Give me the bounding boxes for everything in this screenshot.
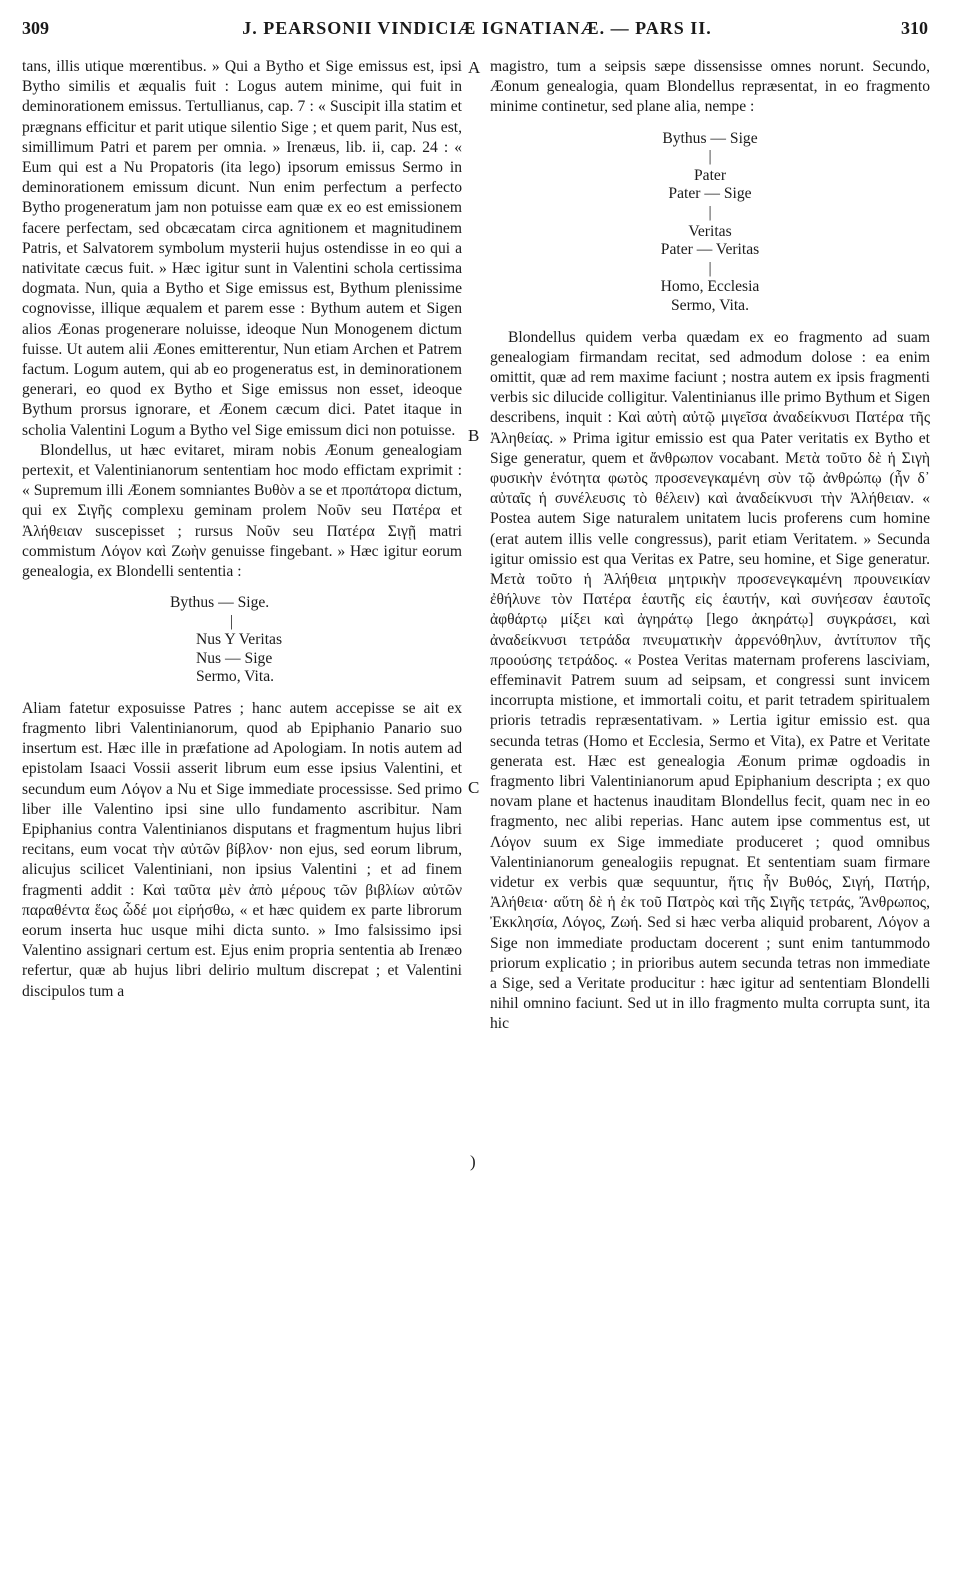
genealogy-line: Nus Y Veritas — [196, 631, 283, 649]
genealogy-connector: | — [708, 259, 712, 277]
right-paragraph-1: magistro, tum a seipsis sæpe dissensisse omnes norunt. Secundo, Æonum genealogia, quam Blondellus repræsentat, in eo fragmento minime continetur, sed plane alia, nempe : — [490, 58, 930, 116]
genealogy-connector: | — [708, 148, 712, 166]
genealogy-line: Bythus — Sige — [662, 129, 758, 147]
left-column — [22, 57, 462, 1002]
right-column — [490, 57, 930, 1035]
genealogy-line: Pater — Veritas — [660, 241, 760, 259]
genealogy-line: Sermo, Vita. — [196, 668, 275, 686]
genealogy-line: Pater — [693, 166, 727, 184]
right-paragraph-2: Blondellus quidem verba quædam ex eo fragmento ad suam genealogiam firmandam recitat, sed admodum dolose : ea enim omittit, quæ ad rem maxime faciunt ; nostra autem ex ipsis fragmenti verbis sic dilucide colligitur. Valentinianus ille primo Bythum et Sigen describens, inquit : Καὶ αὐτὴ αὐτῷ μιγεῖσα ἀναδείκνυσι Πατέρα τῆς Ἀληθείας. » Prima igitur emissio est qua Pater veritatis ex Bytho et Sige generatur, quem et ἄνθρωπον vocabant. Μετὰ τοῦτο δὲ ἡ Σιγὴ φυσικὴν ἑνότητα φωτὸς προσενεγκαμένη σὺν τῷ ἀνθρώπῳ (ἦν δ᾽ αὐταῖς ἡ συνέλευσις τὸ θέλειν) καὶ ἀναδείκνυσι τὴν Ἀλήθειαν. « Postea autem Sige naturalem unitatem lucis proferens cum homine (erat autem illis velle congressus), parit etiam Veritatem. » Secunda igitur omissio est qua Veritas ex Patre, seu homine, et Sige generatur. Μετὰ τοῦτο ἡ Ἀλήθεια μητρικὴν προσενεγκαμένη προυνεικίαν ἐθήλυνε τὸν Πατέρα ἑαυτῆς εἰς ἑαυτήν, καὶ συνήεσαν ἑαυτοῖς ἀφθάρτῳ μίξει καὶ ἀγηράτῳ [lego ἀκηράτῳ] συγκράσει, καὶ ἀναδείκνυσι τετράδα πνευματικὴν ἀρρενόθηλυν, ἀντίτυπον τῆς προούσης τετράδος. « Postea Veritas maternam proferens lasciviam, effeminavit Patrem suum ad seipsam, et congressi sunt invicem incorrupta mistione, et immortali coitu, et parit tetradem spiritualem prioris tetradis repræsentativam. » Lertia igitur emissio est. qua secunda tetras (Homo et Ecclesia, Sermo et Vita), ex Patre et Veritate generata est. Hæc est genealogia Æonum primæ ogdoadis in fragmento libri Valentinianorum apud Epiphanium descripta ; ex quo novam plane et hactenus inauditam Blondellus fecit, quam nec in eo fragmento, nec alibi reperias. Hanc autem ipse commentus est, ut Λόγον suum ex Sige immediate produceret ; quod omnibus Valentinianorum genealogiis repugnat. Et sententiam suam firmare videtur ex verbis quæ sequuntur, ἥτις ἦν Βυθός, Σιγή, Πατήρ, Ἀλήθεια· αὕτη δὲ ἡ ἐκ τοῦ Πατρὸς καὶ τῆς Σιγῆς τετράς, Ἄνθρωπος, Ἐκκλησία, Λόγος, Ζωή. Sed si hæc verba aliquid probarent, Λόγον a Sige non immediate productam docerent ; sunt enim tantummodo priorum explicatio ; in prioribus autem secunda tetras non immediate a Sige, sed a Veritate producitur : hæc igitur ad sententiam Blondelli nihil omnino faciunt. Sed ut in illo fragmento multa corrupta sunt, ita hic — [490, 328, 930, 1033]
page-header — [0, 18, 954, 48]
left-paragraph-1: tans, illis utique mœrentibus. » Qui a Bytho et Sige emissus est, ipsi Bytho similis et æqualis fuit : Logus autem minime, qui fuit in deminorationem emissus. Tertullianus, cap. 7 : « Suscipit illa statim et prægnans efficitur et parit utique silentio Sige ; et quem parit, Nus est, simillimum Patri et parem per omnia. » Irenæus, lib. ii, cap. 24 : « Eum qui est a Nu Propatoris (ita lego) ipsorum emissus Sermo in deminorationem emissum dicunt. Nun enim perfectum a perfecto Bytho progeneratum jam non potuisse eam quæ ex eo est emissionem facere perfectam, sed obcæcatam circa agnitionem et magnitudinem Patris, et Salvatorem symbolum mysterii hujus ostendisse in eo qui a nativitate cæcus fuit. » Hæc igitur sunt in Valentini schola certissima dogmata. Nun, quia a Bytho et Sige emissus est, Bythum plenissime cognovisse, illique æqualem et parem esse : Bythum autem et Sigen alios Æonas progenerare noluisse, ideoque Nun Monogenem dictum fuisse. Ut autem alii Æones emitterentur, Nun etiam Archen et Patrem factum. Logum autem, qui ab eo progeneratus est, in deminorationem generari, eo quod ex Bytho et Sige emissus non esset, ideoque Bythum prorsus ignorare, et Æonem cæcum dici. Patet itaque in scholia Valentini Logum a Bytho vel Sige emissum dici non potuisse. — [22, 58, 462, 439]
page-number-left: 309 — [22, 18, 49, 38]
running-title: J. PEARSONII VINDICIÆ IGNATIANÆ. — PARS II. — [242, 18, 712, 38]
margin-marker-d: ) — [470, 1152, 476, 1171]
genealogy-line: Nus — Sige — [196, 649, 273, 667]
fragment-genealogy — [490, 130, 930, 316]
genealogy-connector: | — [708, 203, 712, 221]
left-paragraph-3: Aliam fatetur exposuisse Patres ; hanc autem accepisse se ait ex fragmento libri Valentinianorum, quod ab Epiphanio Panario suo insertum est. Hæc ille in præfatione ad Apologiam. In notis autem ad epistolam Isaaci Vossii asserit librum eum esse ipsius Valentini, et secundum eum Λόγον a Nu et Sige immediate processisse. Sed primo liber ille Valentino ipsi sine ullo fundamento ascribitur. Nam Epiphanius contra Valentinianos disputans et fragmentum hujus libri recitans, eum vocat τὴν αὐτῶν βίβλον· non ejus, sed eorum librum, alicujus scilicet Valentiniani, non ipsius Valentini ; et ad finem fragmenti addit : Καὶ ταῦτα μὲν ἀπὸ μέρους τῶν βιβλίων αὐτῶν παραθέντα ἕως ὧδέ μοι εἰρήσθω, « et hæc quidem ex parte librorum eorum inserta huc usque mihi dicta sunto. » Imo falsissimo ipsi Valentino assignari certum est. Ejus enim propria sententia ab Irenæo refertur, quæ ab hujus libri delirio multum discrepat ; et Valentini discipulos tum a — [22, 699, 462, 1000]
genealogy-connector: | — [230, 612, 234, 630]
genealogy-line: Sermo, Vita. — [670, 296, 750, 314]
margin-marker-b: B — [468, 426, 480, 445]
genealogy-line: Veritas — [688, 222, 732, 240]
margin-marker-c: C — [468, 778, 480, 797]
blondellus-genealogy — [22, 594, 462, 687]
page-number-right: 310 — [901, 18, 928, 38]
margin-marker-a: A — [468, 58, 481, 77]
genealogy-line: Homo, Ecclesia — [660, 278, 760, 296]
genealogy-line: Pater — Sige — [668, 185, 752, 203]
left-paragraph-2: Blondellus, ut hæc evitaret, miram nobis Æonum genealogiam pertexit, et Valentinianorum sententiam hoc modo effictam exprimit : « Supremum illi Æonem somniantes Βυθὸν a se et προπάτορα dictum, qui ex Σιγῆς complexu geminam prolem Νοῦν seu Πατέρα et Ἀλήθειαν suscepisset ; rursus Νοῦν seu Πατέρα Σιγῇ matri commistum Λόγον καὶ Ζωὴν genuisse fingebant. » Hæc igitur eorum genealogia, ex Blondelli sententia : — [22, 441, 462, 581]
genealogy-line: Bythus — Sige. — [170, 594, 270, 612]
